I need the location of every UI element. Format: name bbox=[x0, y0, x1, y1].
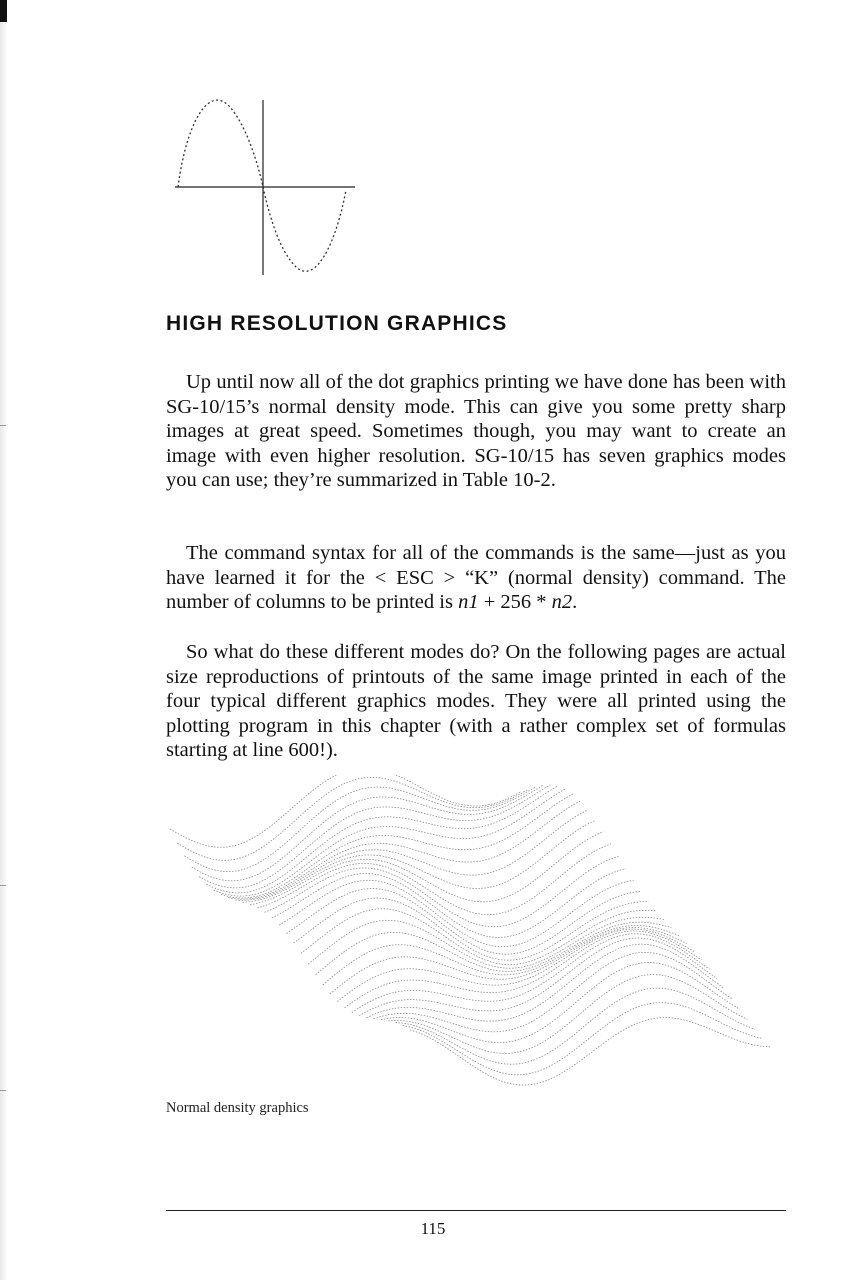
sine-wave-figure bbox=[160, 95, 360, 280]
plot-grid-line bbox=[250, 832, 603, 905]
plot-grid-line bbox=[228, 801, 580, 899]
plot-grid-line bbox=[236, 810, 589, 901]
plot-grid-line bbox=[170, 775, 520, 847]
plot-grid-line bbox=[374, 952, 732, 1031]
syntax-paragraph bbox=[166, 541, 786, 615]
page-number: 115 bbox=[420, 1219, 446, 1238]
edge-mark bbox=[0, 885, 6, 886]
plot-grid-line bbox=[279, 880, 633, 946]
plot-grid-line bbox=[396, 988, 755, 1064]
scan-edge bbox=[0, 0, 8, 1280]
plot-grid-line bbox=[352, 934, 710, 1013]
body-paragraph: So what do these different modes do? On the following pages are actual size reproductions of printouts of the same image printed in each of the four typical different graphics modes. They were all printed using the plotting program in this chapter (with a rather complex set of formulas starting at line 600!). bbox=[166, 641, 786, 762]
plot-grid-line bbox=[243, 820, 596, 902]
plot-grid-line bbox=[366, 944, 724, 1021]
plot-grid-line bbox=[337, 929, 694, 1002]
edge-mark bbox=[0, 425, 6, 426]
section-heading: HIGH RESOLUTION GRAPHICS bbox=[166, 312, 508, 335]
plot-grid-line bbox=[192, 786, 543, 881]
body-paragraph: Up until now all of the dot graphics printing we have done has been with SG-10/15’s normal density mode. This can give you some pretty sharp images at great speed. Sometimes though, you may want to create an image with even higher resolution. SG-10/15 has seven graphics modes you can use; they’re summarized in Table 10-2. bbox=[166, 371, 786, 492]
edge-mark bbox=[0, 1090, 6, 1091]
plot-grid-line bbox=[330, 928, 687, 994]
plot-grid-line bbox=[294, 898, 649, 960]
plot-grid-line bbox=[359, 938, 717, 1016]
plot-grid-line bbox=[257, 844, 611, 915]
syntax-text: . bbox=[572, 591, 578, 614]
plot-grid-line bbox=[214, 789, 566, 896]
figure-caption: Normal density graphics bbox=[166, 1100, 309, 1116]
syntax-text: The command syntax for all of the commands is the same—just as you have learned it for the < ESC > “K” (normal density) command. The number of columns to be printed is bbox=[166, 542, 786, 614]
plot-grid-line bbox=[265, 856, 619, 926]
plot-grid-line bbox=[308, 917, 664, 968]
plot-grid-line bbox=[301, 909, 657, 965]
plot-grid-line bbox=[316, 922, 672, 975]
scan-mark bbox=[0, 0, 7, 22]
plot-grid-line bbox=[177, 777, 527, 860]
n1-variable: n1 bbox=[458, 591, 479, 614]
syntax-text: + 256 * bbox=[478, 591, 552, 614]
sine-curve bbox=[178, 100, 346, 271]
plot-grid-line bbox=[410, 1018, 770, 1086]
plot-grid-line bbox=[206, 786, 558, 893]
plot-grid-line bbox=[199, 785, 550, 888]
footer-rule bbox=[166, 1210, 786, 1211]
n2-variable: n2 bbox=[551, 591, 573, 614]
plot-grid-line bbox=[403, 1003, 763, 1075]
surface-plot-figure bbox=[160, 775, 780, 1095]
